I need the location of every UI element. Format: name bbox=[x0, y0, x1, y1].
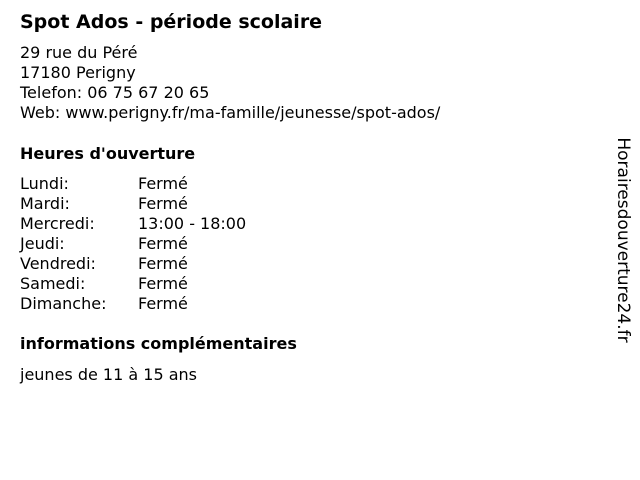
address-street: 29 rue du Péré bbox=[20, 43, 138, 62]
day-label: Mercredi: bbox=[20, 214, 95, 233]
additional-info-heading: informations complémentaires bbox=[20, 334, 297, 353]
hours-row-thursday bbox=[20, 234, 246, 254]
day-label: Vendredi: bbox=[20, 254, 96, 273]
day-hours: Fermé bbox=[138, 294, 188, 313]
page-title: Spot Ados - période scolaire bbox=[20, 11, 323, 33]
day-hours: Fermé bbox=[138, 274, 188, 293]
hours-row-tuesday bbox=[20, 194, 246, 214]
day-hours: Fermé bbox=[138, 254, 188, 273]
website-link[interactable]: Web: www.perigny.fr/ma-famille/jeunesse/spot-ados/ bbox=[20, 103, 441, 122]
hours-row-wednesday bbox=[20, 214, 246, 234]
hours-row-saturday bbox=[20, 274, 246, 294]
additional-info-text: jeunes de 11 à 15 ans bbox=[20, 365, 197, 384]
day-label: Dimanche: bbox=[20, 294, 107, 313]
day-label: Samedi: bbox=[20, 274, 86, 293]
day-label: Lundi: bbox=[20, 174, 69, 193]
day-hours: Fermé bbox=[138, 174, 188, 193]
day-hours: Fermé bbox=[138, 234, 188, 253]
day-hours: 13:00 - 18:00 bbox=[138, 214, 247, 233]
day-label: Mardi: bbox=[20, 194, 70, 213]
hours-row-friday bbox=[20, 254, 246, 274]
site-brand-vertical: Horairesdouverture24.fr bbox=[613, 137, 633, 343]
address-city: 17180 Perigny bbox=[20, 63, 136, 82]
hours-row-sunday bbox=[20, 294, 246, 314]
opening-hours-heading: Heures d'ouverture bbox=[20, 144, 196, 163]
phone-number: Telefon: 06 75 67 20 65 bbox=[20, 83, 210, 102]
day-label: Jeudi: bbox=[20, 234, 65, 253]
hours-row-monday bbox=[20, 174, 246, 194]
address-block bbox=[20, 43, 440, 123]
opening-hours-table bbox=[20, 174, 246, 314]
day-hours: Fermé bbox=[138, 194, 188, 213]
